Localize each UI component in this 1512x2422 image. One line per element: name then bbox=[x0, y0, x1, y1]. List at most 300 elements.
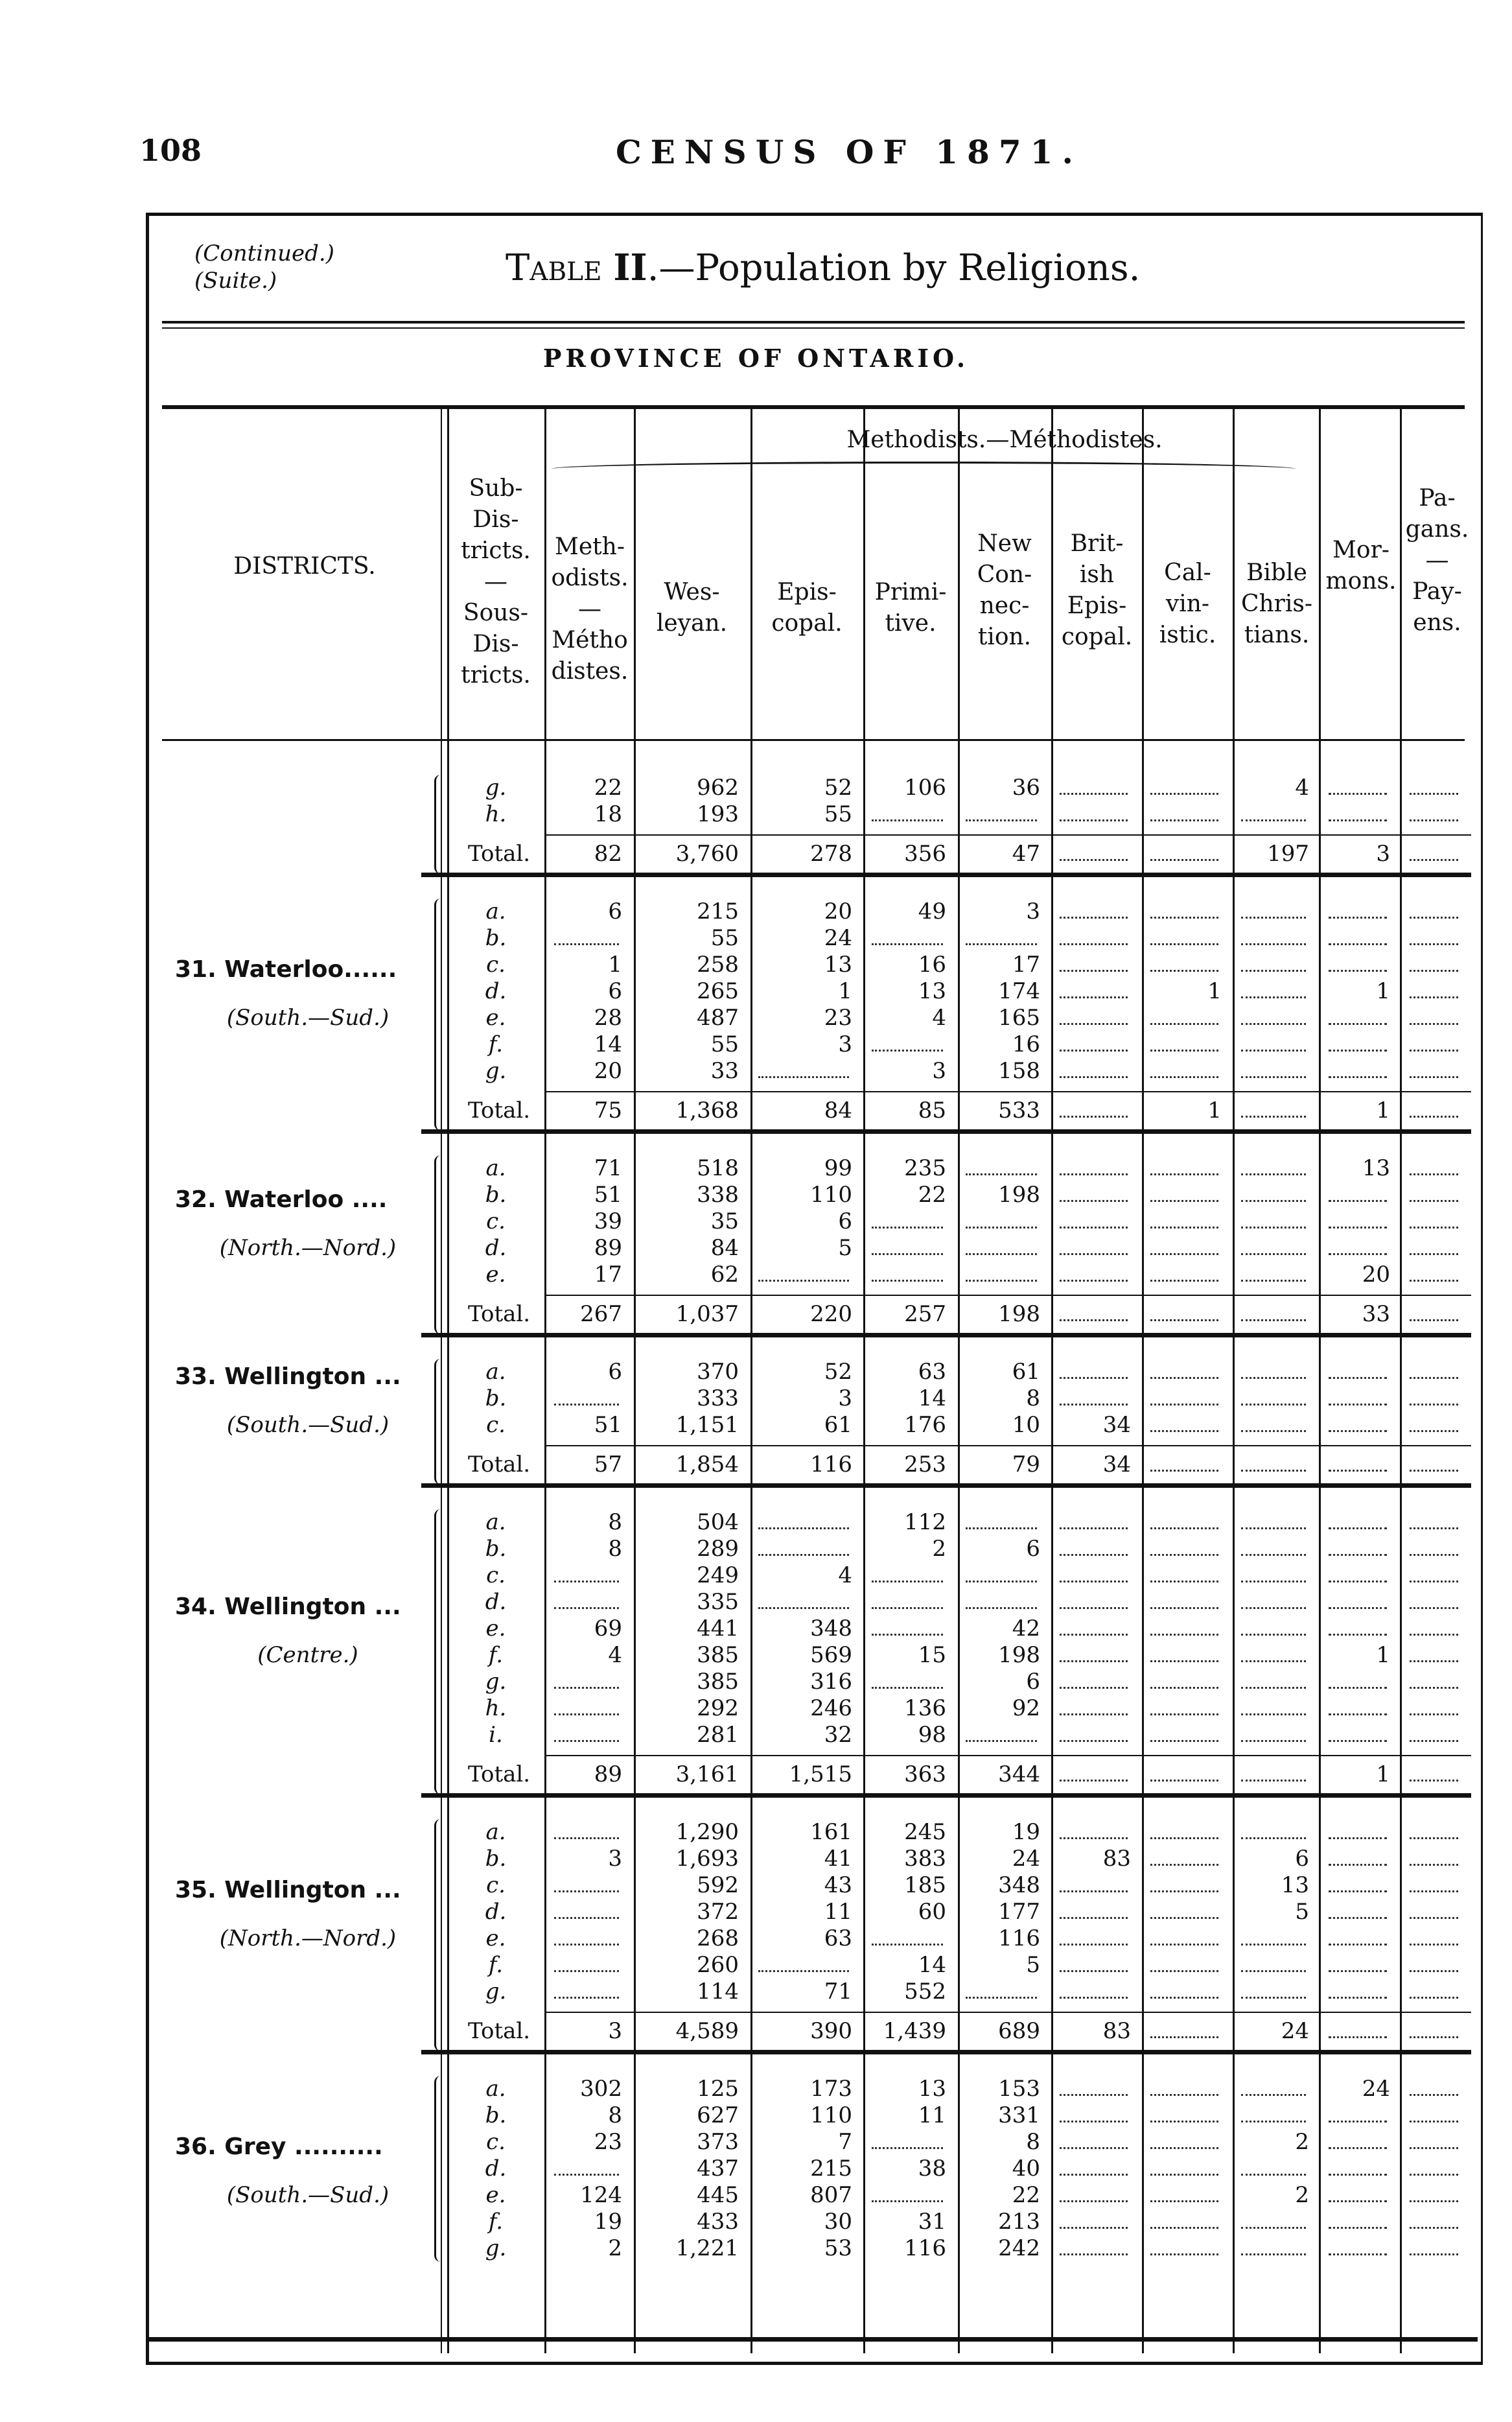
table-cell: 49 bbox=[918, 899, 946, 924]
table-cell: 22 bbox=[594, 775, 622, 801]
table-cell: 24 bbox=[824, 925, 852, 951]
table-cell: 260 bbox=[697, 1952, 739, 1978]
table-cell: 177 bbox=[998, 1899, 1040, 1925]
table-cell: 14 bbox=[594, 1031, 622, 1057]
empty-cell-leader bbox=[758, 1280, 849, 1282]
empty-cell-leader bbox=[1241, 2174, 1306, 2176]
table-cell: 28 bbox=[594, 1005, 622, 1031]
continued-note bbox=[194, 240, 334, 294]
empty-cell-leader bbox=[1150, 1554, 1218, 1556]
empty-cell-leader bbox=[1241, 1837, 1306, 1839]
table-cell: 110 bbox=[810, 2102, 852, 2128]
district-name: 32. Waterloo .... bbox=[175, 1186, 388, 1213]
empty-cell-leader bbox=[872, 1607, 943, 1609]
subdistrict-bracket bbox=[434, 1359, 445, 1485]
empty-cell-leader bbox=[1060, 1527, 1128, 1529]
table-cell: 20 bbox=[824, 899, 852, 924]
total-cell: 47 bbox=[1012, 841, 1040, 867]
empty-cell-leader bbox=[1060, 2227, 1128, 2229]
empty-cell-leader bbox=[1329, 970, 1387, 972]
table-cell: 19 bbox=[1012, 1819, 1040, 1845]
total-label: Total. bbox=[467, 1452, 531, 1477]
table-cell: 20 bbox=[1362, 1262, 1390, 1287]
empty-cell-leader bbox=[554, 943, 619, 945]
table-cell: 8 bbox=[608, 1536, 622, 1562]
subdistrict-label: d. bbox=[485, 1235, 507, 1261]
table-cell: 16 bbox=[918, 952, 946, 978]
total-rule bbox=[544, 1091, 1471, 1092]
empty-cell-leader bbox=[1060, 2200, 1128, 2202]
table-cell: 60 bbox=[918, 1899, 946, 1925]
table-cell: 316 bbox=[810, 1669, 852, 1695]
table-cell: 3 bbox=[838, 1385, 852, 1411]
total-cell: 220 bbox=[810, 1301, 852, 1327]
header-bible-christians: Bible Chris- tians. bbox=[1240, 559, 1313, 648]
empty-cell-leader bbox=[1060, 1554, 1128, 1556]
table-cell: 372 bbox=[697, 1899, 739, 1925]
empty-cell-leader bbox=[1241, 1970, 1306, 1972]
empty-cell-leader bbox=[1060, 1319, 1128, 1321]
table-cell: 4 bbox=[608, 1642, 622, 1668]
empty-cell-leader bbox=[1410, 2200, 1458, 2202]
empty-cell-leader bbox=[1410, 1319, 1458, 1321]
empty-cell-leader bbox=[1150, 1581, 1218, 1582]
subdistrict-label: c. bbox=[486, 1562, 506, 1588]
empty-cell-leader bbox=[1150, 1687, 1218, 1689]
empty-cell-leader bbox=[1410, 1023, 1458, 1025]
table-cell: 441 bbox=[697, 1616, 739, 1641]
subdistrict-label: b. bbox=[485, 1385, 507, 1411]
subdistrict-label: f. bbox=[488, 1642, 504, 1668]
table-cell: 7 bbox=[838, 2129, 852, 2155]
empty-cell-leader bbox=[1060, 2121, 1128, 2122]
column-rule bbox=[544, 408, 546, 2353]
empty-cell-leader bbox=[1060, 1713, 1128, 1715]
block-separator bbox=[421, 1129, 1471, 1134]
rule-top-thin bbox=[162, 327, 1465, 329]
table-cell: 23 bbox=[824, 1005, 852, 1031]
table-cell: 124 bbox=[580, 2182, 622, 2208]
total-cell: 89 bbox=[594, 1761, 622, 1787]
empty-cell-leader bbox=[1410, 1634, 1458, 1636]
total-cell: 1 bbox=[1376, 1761, 1390, 1787]
total-rule bbox=[544, 1445, 1471, 1446]
header-new-connection: New Con- nec- tion. bbox=[977, 530, 1032, 650]
total-cell: 363 bbox=[904, 1761, 946, 1787]
district-subtitle: (North.—Nord.) bbox=[219, 1925, 397, 1951]
table-cell: 30 bbox=[824, 2209, 852, 2235]
table-cell: 198 bbox=[998, 1182, 1040, 1208]
empty-cell-leader bbox=[1060, 1023, 1128, 1025]
total-cell: 197 bbox=[1267, 841, 1309, 867]
total-cell: 267 bbox=[580, 1301, 622, 1327]
empty-cell-leader bbox=[1060, 1660, 1128, 1662]
header-districts: DISTRICTS. bbox=[233, 553, 376, 580]
subdistrict-label: b. bbox=[485, 1536, 507, 1562]
empty-cell-leader bbox=[1410, 2036, 1458, 2038]
table-cell: 61 bbox=[1012, 1359, 1040, 1385]
empty-cell-leader bbox=[1410, 1687, 1458, 1689]
empty-cell-leader bbox=[1410, 1076, 1458, 1078]
table-cell: 8 bbox=[1026, 1385, 1040, 1411]
empty-cell-leader bbox=[1410, 943, 1458, 945]
empty-cell-leader bbox=[1410, 859, 1458, 861]
table-cell: 11 bbox=[918, 2102, 946, 2128]
empty-cell-leader bbox=[1060, 1377, 1128, 1379]
empty-cell-leader bbox=[1329, 2200, 1387, 2202]
empty-cell-leader bbox=[1060, 1890, 1128, 1892]
empty-cell-leader bbox=[1150, 1173, 1218, 1175]
table-cell: 373 bbox=[697, 2129, 739, 2155]
empty-cell-leader bbox=[1060, 1687, 1128, 1689]
empty-cell-leader bbox=[1329, 943, 1387, 945]
table-cell: 18 bbox=[594, 801, 622, 827]
empty-cell-leader bbox=[1150, 1227, 1218, 1229]
table-cell: 99 bbox=[824, 1155, 852, 1181]
empty-cell-leader bbox=[1150, 1430, 1218, 1432]
empty-cell-leader bbox=[1329, 1890, 1387, 1892]
table-cell: 52 bbox=[824, 1359, 852, 1385]
empty-cell-leader bbox=[1410, 1200, 1458, 1202]
empty-cell-leader bbox=[1329, 1050, 1387, 1052]
subdistrict-label: e. bbox=[485, 1005, 506, 1031]
subdistrict-label: d. bbox=[485, 1589, 507, 1615]
empty-cell-leader bbox=[1329, 1997, 1387, 1999]
total-cell: 1 bbox=[1207, 1098, 1222, 1123]
subdistrict-bracket bbox=[434, 1509, 445, 1794]
continued-label: (Continued.) bbox=[194, 241, 334, 266]
table-cell: 1 bbox=[1207, 978, 1222, 1004]
table-cell: 23 bbox=[594, 2129, 622, 2155]
block-separator bbox=[421, 2050, 1471, 2054]
empty-cell-leader bbox=[1060, 1050, 1128, 1052]
empty-cell-leader bbox=[1060, 2253, 1128, 2255]
total-cell: 1,037 bbox=[675, 1301, 739, 1327]
empty-cell-leader bbox=[1060, 1253, 1128, 1255]
subdistrict-label: c. bbox=[486, 2129, 506, 2155]
empty-cell-leader bbox=[966, 1997, 1037, 1999]
table-cell: 5 bbox=[1026, 1952, 1040, 1978]
subdistrict-bracket bbox=[434, 1819, 445, 2051]
empty-cell-leader bbox=[1329, 1740, 1387, 1742]
table-cell: 22 bbox=[1012, 2182, 1040, 2208]
rule-under-headers bbox=[162, 739, 1465, 741]
empty-cell-leader bbox=[1329, 1634, 1387, 1636]
empty-cell-leader bbox=[1060, 2094, 1128, 2096]
empty-cell-leader bbox=[1410, 1173, 1458, 1175]
empty-cell-leader bbox=[1329, 2253, 1387, 2255]
table-cell: 437 bbox=[697, 2156, 739, 2181]
header-methodists-group: Methodists.—Méthodistes. bbox=[846, 427, 1163, 453]
total-cell: 3,760 bbox=[675, 841, 739, 867]
empty-cell-leader bbox=[1241, 1780, 1306, 1781]
district-name: 33. Wellington ... bbox=[175, 1363, 401, 1390]
table-cell: 13 bbox=[918, 2076, 946, 2102]
empty-cell-leader bbox=[1150, 943, 1218, 945]
empty-cell-leader bbox=[1150, 2121, 1218, 2122]
total-cell: 390 bbox=[810, 2018, 852, 2044]
total-cell: 75 bbox=[594, 1098, 622, 1123]
empty-cell-leader bbox=[1150, 1470, 1218, 1472]
table-cell: 569 bbox=[810, 1642, 852, 1668]
empty-cell-leader bbox=[1241, 917, 1306, 919]
table-cell: 445 bbox=[697, 2182, 739, 2208]
block-separator bbox=[421, 873, 1471, 877]
empty-cell-leader bbox=[1241, 1023, 1306, 1025]
subdistrict-bracket bbox=[434, 899, 445, 1131]
total-cell: 34 bbox=[1102, 1452, 1131, 1477]
empty-cell-leader bbox=[1241, 1050, 1306, 1052]
total-cell: 689 bbox=[998, 2018, 1040, 2044]
empty-cell-leader bbox=[1410, 1116, 1458, 1118]
table-cell: 14 bbox=[918, 1952, 946, 1978]
total-label: Total. bbox=[467, 1098, 531, 1123]
table-cell: 13 bbox=[1281, 1872, 1309, 1898]
table-cell: 2 bbox=[1295, 2129, 1309, 2155]
empty-cell-leader bbox=[554, 1607, 619, 1609]
subdistrict-label: d. bbox=[485, 2156, 507, 2181]
running-head: CENSUS OF 1871. bbox=[616, 133, 1082, 171]
empty-cell-leader bbox=[1241, 1997, 1306, 1999]
table-cell: 33 bbox=[710, 1058, 739, 1084]
total-cell: 253 bbox=[904, 1452, 946, 1477]
empty-cell-leader bbox=[1329, 1917, 1387, 1919]
table-cell: 62 bbox=[710, 1262, 739, 1287]
empty-cell-leader bbox=[1150, 1970, 1218, 1972]
table-cell: 24 bbox=[1012, 1846, 1040, 1872]
empty-cell-leader bbox=[1241, 2253, 1306, 2255]
empty-cell-leader bbox=[1410, 1944, 1458, 1946]
table-cell: 34 bbox=[1102, 1412, 1131, 1438]
empty-cell-leader bbox=[1329, 1554, 1387, 1556]
total-cell: 533 bbox=[998, 1098, 1040, 1123]
table-cell: 2 bbox=[932, 1536, 946, 1562]
header-pagans: Pa- gans. — Pay- ens. bbox=[1405, 485, 1469, 636]
header-episcopal: Epis- copal. bbox=[771, 579, 843, 637]
table-cell: 83 bbox=[1102, 1846, 1131, 1872]
empty-cell-leader bbox=[1060, 1917, 1128, 1919]
empty-cell-leader bbox=[1410, 1581, 1458, 1582]
empty-cell-leader bbox=[872, 1581, 943, 1582]
empty-cell-leader bbox=[1410, 1430, 1458, 1432]
subdistrict-label: e. bbox=[485, 2182, 506, 2208]
empty-cell-leader bbox=[966, 1253, 1037, 1255]
table-cell: 116 bbox=[904, 2235, 946, 2261]
table-cell: 348 bbox=[810, 1616, 852, 1641]
total-label: Total. bbox=[467, 2018, 531, 2044]
table-cell: 198 bbox=[998, 1642, 1040, 1668]
table-cell: 333 bbox=[697, 1385, 739, 1411]
rule-header bbox=[162, 405, 1465, 409]
subdistrict-label: c. bbox=[486, 1208, 506, 1234]
total-cell: 3,161 bbox=[675, 1761, 739, 1787]
table-cell: 8 bbox=[1026, 2129, 1040, 2155]
empty-cell-leader bbox=[1150, 917, 1218, 919]
table-cell: 32 bbox=[824, 1722, 852, 1748]
table-cell: 249 bbox=[697, 1562, 739, 1588]
empty-cell-leader bbox=[1410, 2094, 1458, 2096]
empty-cell-leader bbox=[1060, 2174, 1128, 2176]
table-cell: 242 bbox=[998, 2235, 1040, 2261]
table-cell: 1,151 bbox=[675, 1412, 739, 1438]
table-cell: 4 bbox=[1295, 775, 1309, 801]
header-calvinistic: Cal- vin- istic. bbox=[1159, 559, 1216, 648]
table-cell: 19 bbox=[594, 2209, 622, 2235]
table-cell: 504 bbox=[697, 1509, 739, 1535]
empty-cell-leader bbox=[1410, 1713, 1458, 1715]
empty-cell-leader bbox=[1410, 1280, 1458, 1282]
empty-cell-leader bbox=[1410, 1890, 1458, 1892]
empty-cell-leader bbox=[1329, 2121, 1387, 2122]
table-cell: 3 bbox=[608, 1846, 622, 1872]
header-mormons: Mor- mons. bbox=[1325, 537, 1397, 594]
empty-cell-leader bbox=[1150, 2200, 1218, 2202]
empty-cell-leader bbox=[1329, 1687, 1387, 1689]
district-name: 34. Wellington ... bbox=[175, 1593, 401, 1620]
empty-cell-leader bbox=[1150, 1890, 1218, 1892]
empty-cell-leader bbox=[1060, 1581, 1128, 1582]
empty-cell-leader bbox=[1150, 1404, 1218, 1405]
suite-label: (Suite.) bbox=[194, 268, 277, 294]
empty-cell-leader bbox=[966, 1280, 1037, 1282]
empty-cell-leader bbox=[966, 943, 1037, 945]
empty-cell-leader bbox=[1329, 2174, 1387, 2176]
empty-cell-leader bbox=[1329, 1253, 1387, 1255]
empty-cell-leader bbox=[1241, 1076, 1306, 1078]
rule-top bbox=[162, 321, 1465, 323]
table-cell: 268 bbox=[697, 1925, 739, 1951]
empty-cell-leader bbox=[1410, 1527, 1458, 1529]
table-cell: 1 bbox=[1376, 1642, 1390, 1668]
empty-cell-leader bbox=[966, 1227, 1037, 1229]
empty-cell-leader bbox=[758, 1607, 849, 1609]
table-cell: 6 bbox=[838, 1208, 852, 1234]
empty-cell-leader bbox=[1410, 970, 1458, 972]
empty-cell-leader bbox=[1329, 1970, 1387, 1972]
total-cell: 3 bbox=[1376, 841, 1390, 867]
empty-cell-leader bbox=[872, 1050, 943, 1052]
empty-cell-leader bbox=[1060, 943, 1128, 945]
empty-cell-leader bbox=[1329, 1713, 1387, 1715]
empty-cell-leader bbox=[1150, 859, 1218, 861]
empty-cell-leader bbox=[1410, 1970, 1458, 1972]
table-cell: 370 bbox=[697, 1359, 739, 1385]
total-cell: 1 bbox=[1376, 1098, 1390, 1123]
empty-cell-leader bbox=[554, 1713, 619, 1715]
empty-cell-leader bbox=[1060, 1997, 1128, 1999]
empty-cell-leader bbox=[1241, 1470, 1306, 1472]
table-cell: 174 bbox=[998, 978, 1040, 1004]
table-cell: 13 bbox=[918, 978, 946, 1004]
empty-cell-leader bbox=[1410, 1660, 1458, 1662]
table-cell: 338 bbox=[697, 1182, 739, 1208]
empty-cell-leader bbox=[1241, 1319, 1306, 1321]
subdistrict-label: h. bbox=[485, 1695, 507, 1721]
empty-cell-leader bbox=[1150, 1997, 1218, 1999]
empty-cell-leader bbox=[1150, 1200, 1218, 1202]
empty-cell-leader bbox=[1241, 1253, 1306, 1255]
table-cell: 265 bbox=[697, 978, 739, 1004]
empty-cell-leader bbox=[1410, 1780, 1458, 1781]
column-rule bbox=[1233, 408, 1235, 2353]
table-cell: 335 bbox=[697, 1589, 739, 1615]
bottom-rule bbox=[149, 2337, 1478, 2342]
empty-cell-leader bbox=[1410, 2253, 1458, 2255]
empty-cell-leader bbox=[1329, 917, 1387, 919]
empty-cell-leader bbox=[1060, 1404, 1128, 1405]
table-cell: 161 bbox=[810, 1819, 852, 1845]
empty-cell-leader bbox=[966, 1581, 1037, 1582]
empty-cell-leader bbox=[554, 1837, 619, 1839]
table-cell: 116 bbox=[998, 1925, 1040, 1951]
subdistrict-bracket bbox=[434, 1155, 445, 1334]
empty-cell-leader bbox=[1241, 1713, 1306, 1715]
table-cell: 165 bbox=[998, 1005, 1040, 1031]
empty-cell-leader bbox=[1060, 917, 1128, 919]
empty-cell-leader bbox=[1241, 1377, 1306, 1379]
table-cell: 6 bbox=[1026, 1669, 1040, 1695]
column-rule bbox=[1051, 408, 1053, 2353]
total-cell: 3 bbox=[608, 2018, 622, 2044]
empty-cell-leader bbox=[1060, 2147, 1128, 2149]
empty-cell-leader bbox=[1150, 2227, 1218, 2229]
empty-cell-leader bbox=[1150, 1050, 1218, 1052]
empty-cell-leader bbox=[1241, 943, 1306, 945]
table-cell: 136 bbox=[904, 1695, 946, 1721]
total-cell: 116 bbox=[810, 1452, 852, 1477]
empty-cell-leader bbox=[1150, 1280, 1218, 1282]
subdistrict-label: g. bbox=[485, 1979, 507, 2005]
header-subdistricts: Sub- Dis- tricts. — Sous- Dis- tricts. bbox=[461, 475, 531, 688]
empty-cell-leader bbox=[1060, 1173, 1128, 1175]
empty-cell-leader bbox=[1241, 1116, 1306, 1118]
empty-cell-leader bbox=[1329, 1837, 1387, 1839]
empty-cell-leader bbox=[1060, 970, 1128, 972]
empty-cell-leader bbox=[1410, 2147, 1458, 2149]
table-cell: 17 bbox=[594, 1262, 622, 1287]
subdistrict-label: i. bbox=[489, 1722, 503, 1748]
table-cell: 158 bbox=[998, 1058, 1040, 1084]
empty-cell-leader bbox=[1060, 1200, 1128, 1202]
empty-cell-leader bbox=[1150, 1634, 1218, 1636]
empty-cell-leader bbox=[1150, 1023, 1218, 1025]
table-cell: 114 bbox=[697, 1979, 739, 2005]
empty-cell-leader bbox=[1241, 1527, 1306, 1529]
empty-cell-leader bbox=[872, 943, 943, 945]
total-cell: 198 bbox=[998, 1301, 1040, 1327]
empty-cell-leader bbox=[1410, 1607, 1458, 1609]
empty-cell-leader bbox=[1060, 1076, 1128, 1078]
empty-cell-leader bbox=[1241, 1173, 1306, 1175]
table-cell: 2 bbox=[608, 2235, 622, 2261]
empty-cell-leader bbox=[1150, 2174, 1218, 2176]
empty-cell-leader bbox=[1410, 917, 1458, 919]
empty-cell-leader bbox=[1060, 819, 1128, 821]
table-cell: 6 bbox=[608, 1359, 622, 1385]
total-cell: 1,515 bbox=[789, 1761, 852, 1787]
total-cell: 1,368 bbox=[675, 1098, 739, 1123]
district-subtitle: (South.—Sud.) bbox=[226, 1004, 390, 1031]
table-cell: 36 bbox=[1012, 775, 1040, 801]
empty-cell-leader bbox=[1410, 819, 1458, 821]
empty-cell-leader bbox=[758, 1554, 849, 1556]
empty-cell-leader bbox=[1410, 1997, 1458, 1999]
total-cell: 84 bbox=[824, 1098, 852, 1123]
table-cell: 176 bbox=[904, 1412, 946, 1438]
subdistrict-label: g. bbox=[485, 775, 507, 801]
subdistrict-label: a. bbox=[485, 1509, 506, 1535]
table-cell: 84 bbox=[710, 1235, 739, 1261]
